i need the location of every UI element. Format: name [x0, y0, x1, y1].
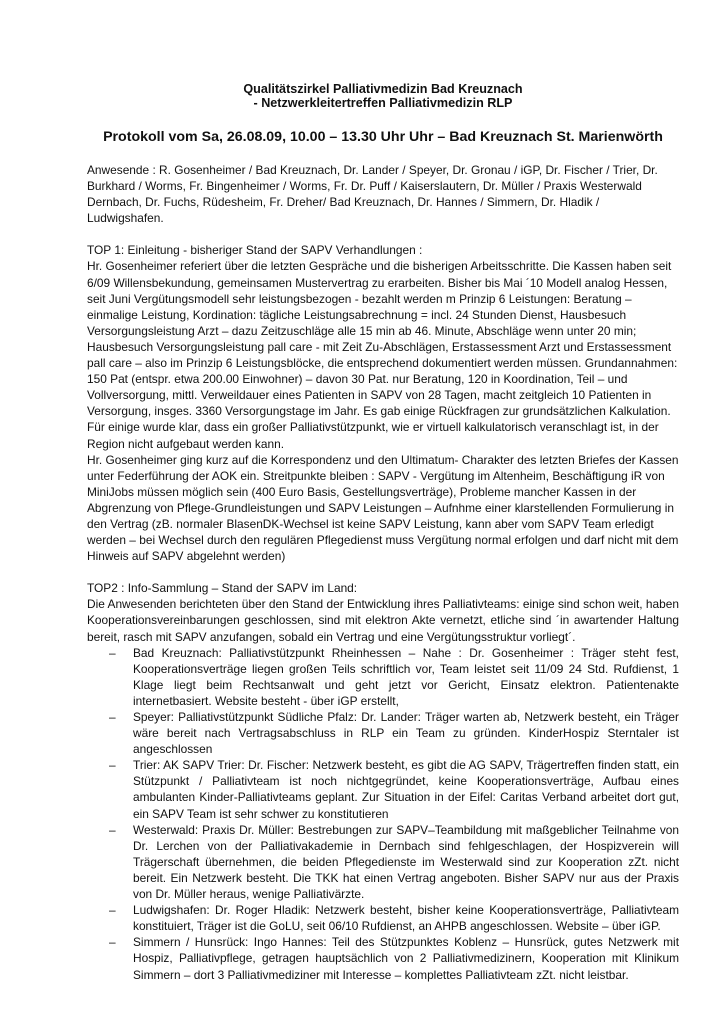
- protocol-document: [87, 82, 679, 983]
- dash-bullet-icon: –: [109, 903, 116, 918]
- list-item: [87, 902, 679, 934]
- list-item-text: Trier: AK SAPV Trier: Dr. Fischer: Netzwerk besteht, es gibt die AG SAPV, Trägertreffen finden statt, ein Stützpunkt / Palliativteam ist noch nichtgegründet, keine Kooperationsverträge, Aufbau eines ambulanten Kinder-Palliativteams geplant. Zur Situation in der Eifel: Caritas Verband arbeitet dort gut, ein SAPV Team ist sehr schwer zu konstitutieren: [133, 758, 679, 821]
- list-item: [87, 934, 679, 982]
- title-line-1: Qualitätszirkel Palliativmedizin Bad Kreuznach: [243, 82, 523, 96]
- top2-intro: Die Anwesenden berichteten über den Stand der Entwicklung ihres Palliativteams: einige sind schon weit, haben Kooperationsvereinbarungen geschlossen, sind mit elektron Akte vernetzt, etliche sind ´in awartender Haltung bereit, rasch mit SAPV anzufangen, sobald ein Vertrag und eine Vergütungsstruktur vorliegt´.: [87, 597, 679, 644]
- list-item-text: Westerwald: Praxis Dr. Müller: Bestrebungen zur SAPV–Teambildung mit maßgeblicher Teilnahme von Dr. Lerchen von der Palliativakademie in Dernbach sind fehlgeschlagen, der Hospizverein will Trägerschaft übernehmen, die beiden Pflegedienste im Westerwald sind zur Kooperation zZt. nicht bereit. Ein Netzwerk besteht. Die TKK hat einen Vertrag angeboten. Bisher SAPV nur aus der Praxis von Dr. Müller heraus, wenige Palliativärzte.: [133, 822, 679, 902]
- document-title: [87, 82, 679, 110]
- top2-heading: TOP2 : Info-Sammlung – Stand der SAPV im Land:: [87, 581, 358, 596]
- protocol-heading: Protokoll vom Sa, 26.08.09, 10.00 – 13.30 Uhr Uhr – Bad Kreuznach St. Marienwörth: [103, 129, 663, 145]
- list-item-text: Bad Kreuznach: Palliativstützpunkt Rheinhessen – Nahe : Dr. Gosenheimer : Träger steht fest, Kooperationsverträge liegen großen Teils schriftlich vor, Team leistet seit 11/09 24 Std. Rufdienst, 1 Klage liegt beim Rechtsanwalt und geht jetzt vor Gericht, Einsatz elektron. Patientenakte internetbasiert. Website besteht - über iGP erstellt,: [133, 645, 679, 708]
- list-item-text: Speyer: Palliativstützpunkt Südliche Pfalz: Dr. Lander: Träger warten ab, Netzwerk besteht, ein Träger wäre bereit nach Vertragsabschluss in RLP ein Team zu gründen. KinderHospiz Sterntaler ist angeschlossen: [133, 710, 679, 757]
- top1-heading: TOP 1: Einleitung - bisheriger Stand der SAPV Verhandlungen :: [87, 243, 423, 258]
- list-item-text: Simmern / Hunsrück: Ingo Hannes: Teil des Stützpunktes Koblenz – Hunsrück, gutes Netzwerk mit Hospiz, Palliativpflege, getragen hauptsächlich von 2 Palliativmedizinern, Kooperation mit Klinikum Simmern – dort 3 Palliativmediziner mit Interesse – komplettes Palliativteam zZt. nicht leistbar.: [133, 935, 679, 982]
- list-item: [87, 757, 679, 821]
- dash-bullet-icon: –: [109, 645, 116, 660]
- list-item: [87, 709, 679, 757]
- top1-paragraph-1: Hr. Gosenheimer referiert über die letzten Gespräche und die bisherigen Arbeitsschritte. Die Kassen haben seit 6/09 Willensbekundung, gemeinsamen Mustervertrag zu erarbeiten. Bisher bis Mai ´10 Modell analog Hessen, seit Juni Vergütungsmodell sehr leistungsbezogen - bezahlt werden m Prinzip 6 Leistungen: Beratung – einmalige Leistung, Kordination: tägliche Leistungsabrechnung = incl. 24 Stunden Dienst, Hausbesuch Versorgungsleistung Arzt – dazu Zeitzuschläge alle 15 min ab 46. Minute, Abschläge wenn unter 20 min; Hausbesuch Versorgungsleistung pall care - mit Zeit Zu-Abschlägen, Erstassessment Arzt und Erstassessment pall care – also im Prinzip 6 Leistungsblöcke, die entsprechend dokumentiert werden müssen. Grundannahmen: 150 Pat (entspr. etwa 200.00 Einwohner) – davon 30 Pat. nur Beratung, 120 in Koordination, Teil – und Vollversorgung, mittl. Verweildauer eines Patienten in SAPV von 28 Tagen, macht zeitgleich 10 Patienten in Versorgung, insges. 3360 Versorgungstage im Jahr. Es gab einige Rückfragen zur grundsätzlichen Kalkulation. Für einige wurde klar, dass ein großer Palliativstützpunkt, wie er virtuell kalkulatorisch veranschlagt ist, in der Region nicht aufgebaut werden kann.: [87, 259, 678, 451]
- title-line-2: - Netzwerkleitertreffen Palliativmedizin RLP: [253, 96, 513, 110]
- list-item: [87, 645, 679, 709]
- top1-paragraph-2: Hr. Gosenheimer ging kurz auf die Korrespondenz und den Ultimatum- Charakter des letzten Briefes der Kassen unter Federführung der AOK ein. Streitpunkte bleiben : SAPV - Vergütung im Altenheim, Beschäftigung iR von MiniJobs müssen möglich sein (400 Euro Basis, Gestellungsverträge), Probleme mancher Kassen in der Abgrenzung von Pflege-Grundleistungen und SAPV Leistungen – Aufnhme einer klarstellenden Formulierung in den Vertrag (zB. normaler BlasenDK-Wechsel ist keine SAPV Leistung, kann aber vom SAPV Team erledigt werden – bei Wechsel durch den regulären Pflegedienst muss Vergütung normal erfolgen und darf nicht mit dem Hinweis auf SAPV abgelehnt werden): [87, 452, 679, 564]
- dash-bullet-icon: –: [109, 710, 116, 724]
- dash-bullet-icon: –: [109, 935, 116, 950]
- list-item-text: Ludwigshafen: Dr. Roger Hladik: Netzwerk besteht, bisher keine Kooperationsverträge, Palliativteam konstituiert, Träger ist die GoLU, seit 06/10 Rufdienst, an AHPB angeschlossen. Website – über iGP.: [133, 903, 679, 934]
- region-status-list: [87, 645, 679, 983]
- attendees-paragraph: Anwesende : R. Gosenheimer / Bad Kreuznach, Dr. Lander / Speyer, Dr. Gronau / iGP, Dr. Fischer / Trier, Dr. Burkhard / Worms, Fr. Bingenheimer / Worms, Fr. Dr. Puff / Kaiserslautern, Dr. Müller / Praxis Westerwald Dernbach, Dr. Fuchs, Rüdesheim, Fr. Dreher/ Bad Kreuznach, Dr. Hannes / Simmern, Dr. Hladik / Ludwigshafen.: [87, 163, 658, 226]
- dash-bullet-icon: –: [109, 822, 116, 837]
- dash-bullet-icon: –: [109, 758, 116, 773]
- list-item: [87, 822, 679, 902]
